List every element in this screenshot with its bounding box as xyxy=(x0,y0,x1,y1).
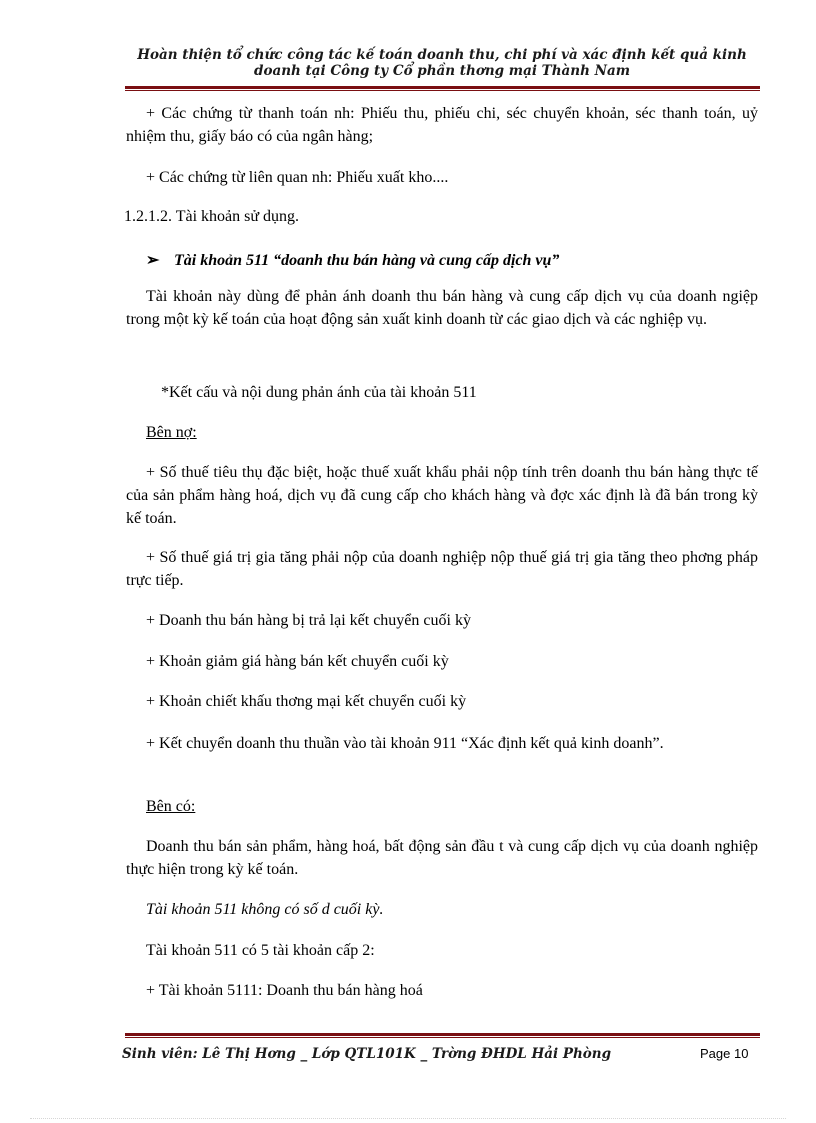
debit-side-text: Bên nợ: xyxy=(146,424,197,441)
paragraph-related-docs: + Các chứng từ liên quan nh: Phiếu xuất kho.... xyxy=(146,169,449,186)
account-511-heading xyxy=(146,249,758,272)
paragraph-payment-docs: + Các chứng từ thanh toán nh: Phiếu thu, phiếu chi, séc chuyển khoản, séc thanh toán, uỷ nhiệm thu, giấy báo có của ngân hàng; xyxy=(126,105,758,145)
page-header xyxy=(125,47,759,79)
paragraph-structure: *Kết cấu và nội dung phản ánh của tài khoản 511 xyxy=(161,384,477,401)
account-511-title: Tài khoản 511 “doanh thu bán hàng và cung cấp dịch vụ” xyxy=(174,252,560,269)
header-line-2: doanh tại Công ty Cổ phần thơng mại Thành Nam xyxy=(254,63,630,79)
paragraph-account-purpose: Tài khoản này dùng để phản ánh doanh thu bán hàng và cung cấp dịch vụ của doanh ngiệp trong một kỳ kế toán của hoạt động sản xuất kinh doanh từ các giao dịch và các nghiệp vụ. xyxy=(126,288,758,328)
paragraph-credit-revenue: Doanh thu bán sản phẩm, hàng hoá, bất động sản đầu t và cung cấp dịch vụ của doanh nghiệp thực hiện trong kỳ kế toán. xyxy=(126,838,758,878)
paragraph-price-reduction: + Khoản giảm giá hàng bán kết chuyển cuối kỳ xyxy=(146,653,449,670)
header-rule xyxy=(125,86,760,91)
paragraph-sub-accounts: Tài khoản 511 có 5 tài khoản cấp 2: xyxy=(146,942,375,959)
debit-side-label xyxy=(146,421,346,444)
paragraph-no-balance: Tài khoản 511 không có số d cuối kỳ. xyxy=(146,901,384,918)
paragraph-trade-discount: + Khoản chiết khấu thơng mại kết chuyển cuối kỳ xyxy=(146,693,467,710)
footer-rule xyxy=(125,1033,760,1038)
section-heading-accounts: 1.2.1.2. Tài khoản sử dụng. xyxy=(124,208,300,225)
credit-side-label xyxy=(146,795,346,818)
paragraph-excise-tax: + Số thuế tiêu thụ đặc biệt, hoặc thuế xuất khẩu phải nộp tính trên doanh thu bán hàng thực tế của sản phẩm hàng hoá, dịch vụ đã cung cấp cho khách hàng và đợc xác định là đã bán trong kỳ kế toán. xyxy=(126,464,758,527)
paragraph-transfer-911: + Kết chuyển doanh thu thuần vào tài khoản 911 “Xác định kết quả kinh doanh”. xyxy=(146,735,664,752)
paragraph-vat: + Số thuế giá trị gia tăng phải nộp của doanh nghiệp nộp thuế giá trị gia tăng theo phơng pháp trực tiếp. xyxy=(126,549,758,589)
page-number: Page 10 xyxy=(700,1046,749,1061)
arrow-bullet-icon: ➢ xyxy=(146,252,160,269)
credit-side-text: Bên có: xyxy=(146,798,196,815)
header-line-1: Hoàn thiện tổ chức công tác kế toán doanh thu, chi phí và xác định kết quả kinh xyxy=(137,47,747,63)
paragraph-account-5111: + Tài khoản 5111: Doanh thu bán hàng hoá xyxy=(146,982,423,999)
paragraph-returns: + Doanh thu bán hàng bị trả lại kết chuyển cuối kỳ xyxy=(146,612,471,629)
page-bottom-border xyxy=(30,1118,786,1119)
footer-student-info: Sinh viên: Lê Thị Hơng _ Lớp QTL101K _ Trờng ĐHDL Hải Phòng xyxy=(122,1046,612,1062)
